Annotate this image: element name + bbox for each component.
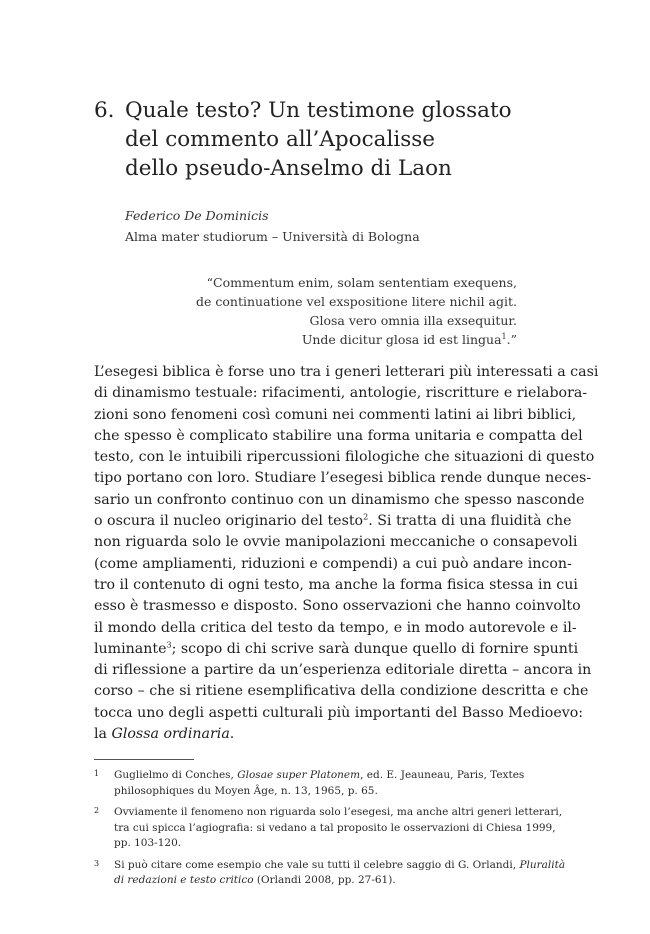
footnote-line: di redazioni e testo critico (Orlandi 2008, pp. 27-61). bbox=[114, 874, 396, 886]
footnote-1 bbox=[94, 768, 538, 799]
chapter-title-line: del commento all’Apocalisse bbox=[125, 127, 435, 152]
footnote-line: Si può citare come esempio che vale su tutti il celebre saggio di G. Orlandi, Pluralità bbox=[114, 858, 566, 871]
footnote-line: tra cui spicca l’agiografia: si vedano a tal proposito le osservazioni di Chiesa 1999, bbox=[114, 821, 556, 834]
footnote-ref[interactable]: 3 bbox=[166, 640, 172, 650]
body-line: zioni sono fenomeni così comuni nei commenti latini ai libri biblici, bbox=[94, 406, 577, 423]
epigraph-line: de continuatione vel exspositione litere nichil agit. bbox=[196, 294, 517, 309]
footnotes bbox=[94, 768, 566, 895]
epigraph bbox=[196, 273, 517, 349]
body-line: di dinamismo testuale: rifacimenti, antologie, riscritture e rielabora- bbox=[94, 385, 588, 402]
body-line: che spesso è complicato stabilire una forma unitaria e compatta del bbox=[94, 427, 583, 444]
body-line: non riguarda solo le ovvie manipolazioni meccaniche o consapevoli bbox=[94, 534, 578, 551]
body-line: corso – che si ritiene esemplificativa della condizione descritta e che bbox=[94, 683, 589, 700]
footnote-ref[interactable]: 1 bbox=[501, 331, 507, 341]
body-line: la Glossa ordinaria. bbox=[94, 726, 235, 743]
author-affiliation: Alma mater studiorum – Università di Bologna bbox=[125, 229, 420, 244]
chapter-title-line: Quale testo? Un testimone glossato bbox=[125, 98, 512, 123]
body-line: il mondo della critica del testo da tempo, e in modo autorevole e il- bbox=[94, 619, 577, 636]
footnote-line: Ovviamente il fenomeno non riguarda solo l’esegesi, ma anche altri generi letterari, bbox=[114, 806, 563, 818]
footnote-line: Guglielmo di Conches, Glosae super Platonem, ed. E. Jeauneau, Paris, Textes bbox=[114, 769, 525, 781]
body-line: luminante$^3$; scopo di chi scrive sarà dunque quello di fornire spunti bbox=[94, 640, 579, 657]
footnote-line: pp. 103-120. bbox=[114, 837, 182, 849]
chapter-number: 6. bbox=[94, 98, 115, 123]
body-line: (come ampliamenti, riduzioni e compendi) a cui può andare incon- bbox=[94, 555, 572, 572]
footnote-number: 2 bbox=[94, 806, 100, 815]
footnote-number: 3 bbox=[94, 858, 100, 868]
body-line: L’esegesi biblica è forse uno tra i generi letterari più interessati a casi bbox=[94, 364, 599, 380]
body-line: esso è trasmesso e disposto. Sono osservazioni che hanno coinvolto bbox=[94, 598, 581, 615]
epigraph-line: Glosa vero omnia illa exsequitur. bbox=[309, 313, 517, 328]
footnote-line: philosophiques du Moyen Âge, n. 13, 1965, p. 65. bbox=[114, 784, 378, 797]
chapter-title bbox=[125, 96, 554, 183]
emphasis-title: Glossa ordinaria bbox=[111, 726, 230, 743]
epigraph-line: Unde dicitur glosa id est lingua$^1$.” bbox=[301, 331, 517, 347]
epigraph-line: “Commentum enim, solam sententiam exequens, bbox=[206, 275, 517, 290]
body-line: sario un confronto continuo con un dinamismo che spesso nasconde bbox=[94, 491, 585, 508]
body-line: testo, con le intuibili ripercussioni filologiche che situazioni di questo bbox=[94, 449, 595, 466]
body-paragraph bbox=[94, 362, 599, 745]
footnote-ref[interactable]: 2 bbox=[363, 512, 369, 522]
body-line: tocca uno degli aspetti culturali più importanti del Basso Medioevo: bbox=[94, 704, 584, 721]
body-line: o oscura il nucleo originario del testo$^2$. Si tratta di una fluidità che bbox=[94, 512, 572, 530]
body-line: tro il contenuto di ogni testo, ma anche la forma fisica stessa in cui bbox=[94, 576, 578, 593]
chapter-heading bbox=[94, 96, 554, 183]
footnote-separator bbox=[94, 759, 194, 760]
footnote-3 bbox=[94, 858, 566, 889]
chapter-title-line: dello pseudo-Anselmo di Laon bbox=[125, 156, 452, 181]
footnote-number: 1 bbox=[94, 769, 100, 778]
body-line: di riflessione a partire da un’esperienza editoriale diretta – ancora in bbox=[94, 662, 592, 679]
footnote-2 bbox=[94, 805, 563, 852]
author-name: Federico De Dominicis bbox=[125, 208, 269, 223]
body-line: tipo portano con loro. Studiare l’esegesi biblica rende dunque neces- bbox=[94, 470, 592, 487]
